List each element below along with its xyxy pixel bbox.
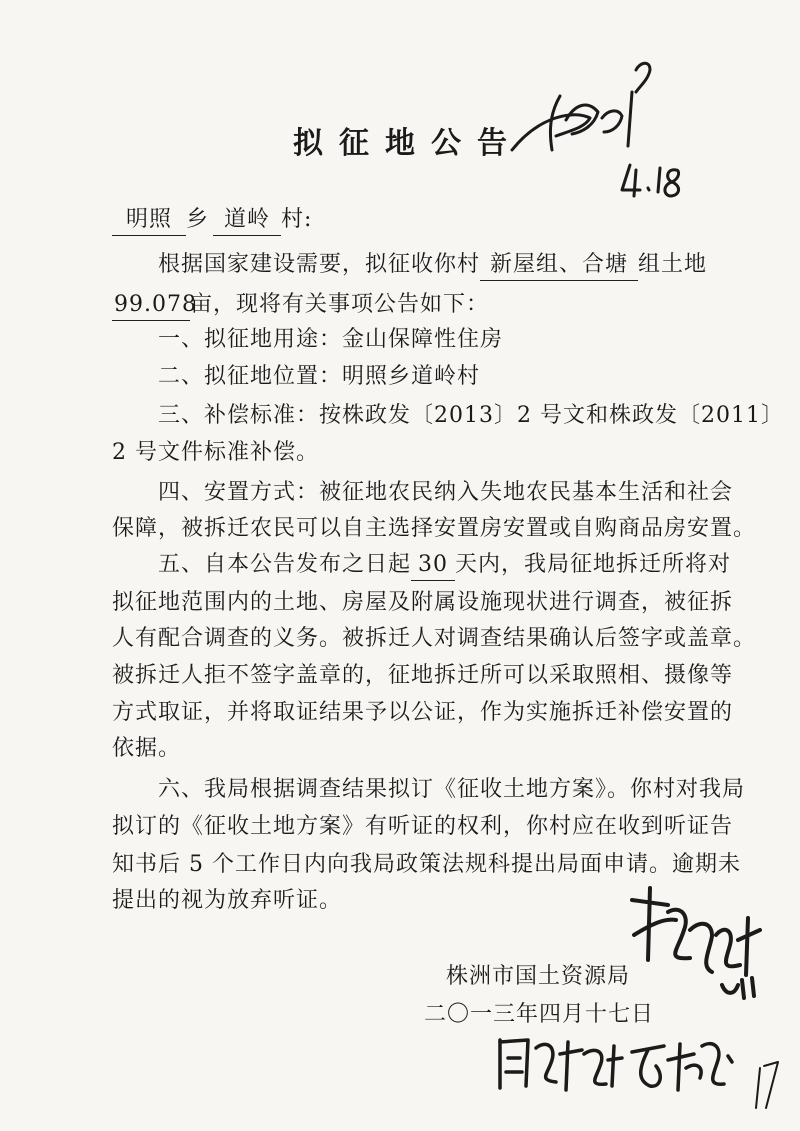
item-survey-line-2: 拟征地范围内的土地、房屋及附属设施现状进行调查，被征拆 (112, 590, 734, 615)
approval-signature (632, 888, 760, 998)
item-resettlement: 四、安置方式：被征地农民纳入失地农民基本生活和社会 (158, 480, 734, 505)
page-mark (756, 1062, 778, 1108)
item-survey-line-3: 人有配合调查的义务。被拆迁人对调查结果确认后签字或盖章。 (112, 626, 757, 651)
intro-text: 根据国家建设需要，拟征收你村 (158, 252, 481, 277)
document-title: 拟征地公告 (293, 126, 523, 161)
survey-text-cont: 天内，我局征地拆迁所将对 (455, 552, 732, 577)
item-hearing: 六、我局根据调查结果拟订《征收土地方案》。你村对我局 (158, 777, 746, 802)
issuer-name: 株洲市国土资源局 (446, 964, 631, 989)
item-compensation-cont: 2 号文件标准补偿。 (112, 440, 319, 465)
issue-date: 二〇一三年四月十七日 (424, 1002, 655, 1027)
item-purpose: 一、拟征地用途：金山保障性住房 (158, 327, 504, 352)
village-name: 道岭 (213, 205, 281, 236)
item-resettlement-cont: 保障，被拆迁农民可以自主选择安置房安置或自购商品房安置。 (112, 516, 757, 541)
title-scribble (512, 63, 650, 150)
item-hearing-line-4: 提出的视为放弃听证。 (112, 888, 343, 913)
signature-2 (632, 1044, 732, 1090)
item-location: 二、拟征地位置：明照乡道岭村 (158, 364, 481, 389)
signature-1 (500, 1040, 622, 1090)
township-name: 明照 (112, 205, 186, 236)
item-survey-line-6: 依据。 (112, 736, 182, 761)
intro-group-suffix: 组土地 (638, 252, 708, 277)
land-area: 99.078 (112, 290, 190, 321)
survey-text: 五、自本公告发布之日起 (158, 552, 412, 577)
village-suffix: 村: (281, 207, 313, 232)
item-hearing-line-2: 拟订的《征收土地方案》有听证的权利，你村应在收到听证告 (112, 814, 734, 839)
intro-area-suffix: 亩，现将有关事项公告如下： (190, 292, 490, 317)
item-hearing-line-3: 知书后 5 个工作日内向我局政策法规科提出局面申请。逾期未 (112, 852, 741, 877)
group-names: 新屋组、合塘 (480, 250, 638, 281)
survey-days: 30 (411, 550, 455, 581)
item-compensation: 三、补偿标准：按株政发〔2013〕2 号文和株政发〔2011〕 (158, 403, 784, 428)
township-suffix: 乡 (186, 207, 210, 232)
top-note-date (622, 165, 679, 196)
item-survey-line-4: 被拆迁人拒不签字盖章的，征地拆迁所可以采取照相、摄像等 (112, 663, 734, 688)
item-survey-line-5: 方式取证，并将取证结果予以公证，作为实施拆迁补偿安置的 (112, 700, 734, 725)
